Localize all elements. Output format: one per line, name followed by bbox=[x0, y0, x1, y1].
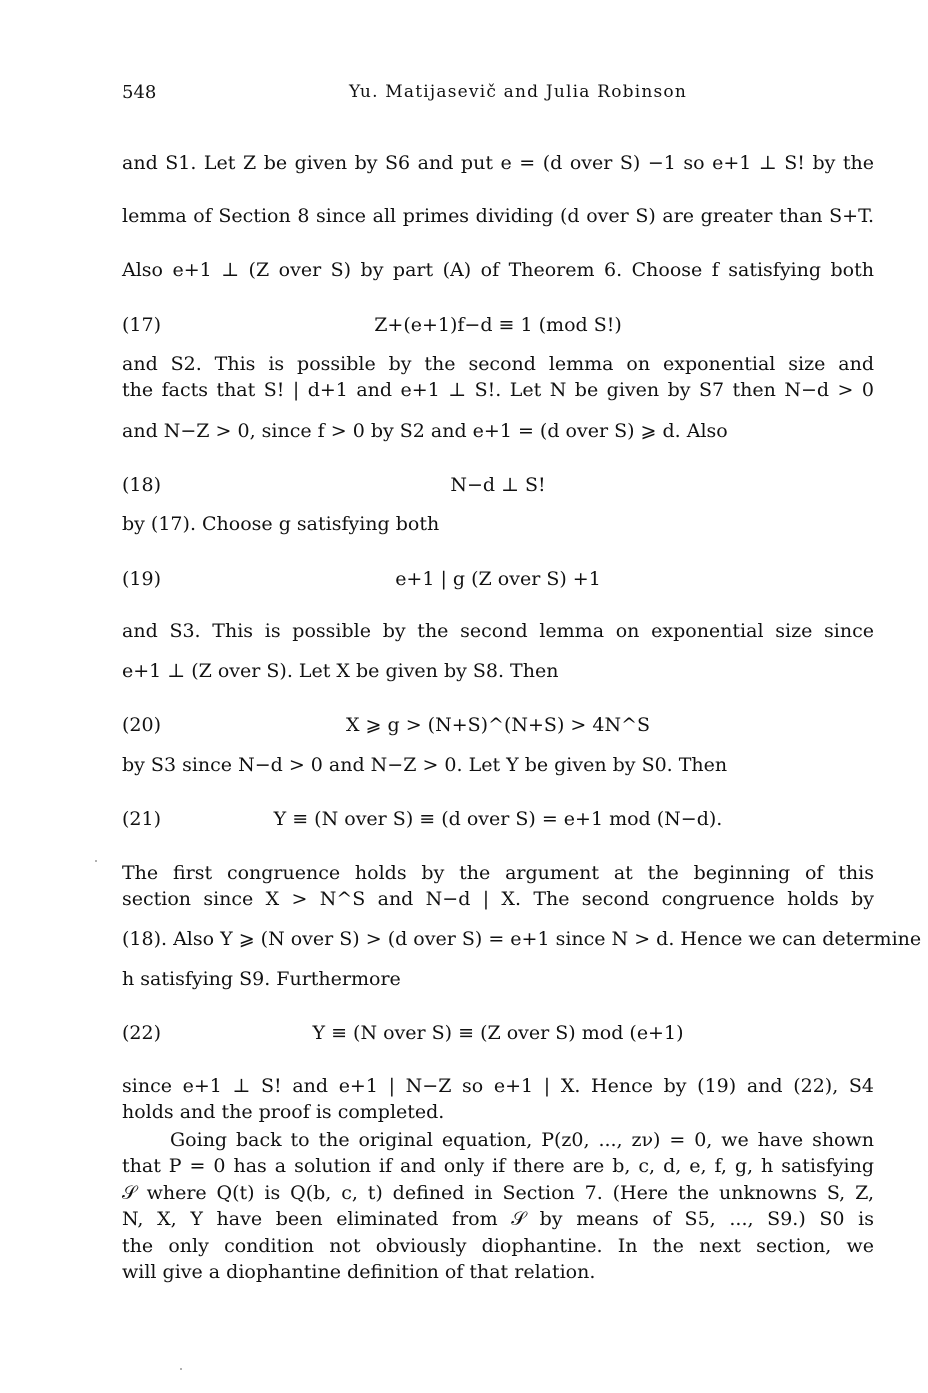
page-number: 548 bbox=[122, 82, 157, 103]
text-line: N, X, Y have been eliminated from 𝒮 by means of S5, ..., S9.) S0 is bbox=[122, 1208, 874, 1230]
equation-19 bbox=[122, 560, 874, 600]
text-line: 𝒮 where Q(t) is Q(b, c, t) defined in Section 7. (Here the unknowns S, Z, bbox=[122, 1182, 874, 1204]
text-line: and S2. This is possible by the second lemma on exponential size and bbox=[122, 353, 874, 375]
equation-number: (18) bbox=[122, 474, 162, 496]
equation-18 bbox=[122, 466, 874, 506]
text-line: holds and the proof is completed. bbox=[122, 1101, 445, 1123]
text-line: the facts that S! | d+1 and e+1 ⊥ S!. Let N be given by S7 then N−d > 0 bbox=[122, 379, 874, 401]
text-line: h satisfying S9. Furthermore bbox=[122, 968, 401, 990]
equation-body: N−d ⊥ S! bbox=[450, 474, 546, 496]
text-line: that P = 0 has a solution if and only if there are b, c, d, e, f, g, h satisfying bbox=[122, 1155, 874, 1177]
equation-21 bbox=[122, 800, 874, 840]
text-line: since e+1 ⊥ S! and e+1 | N−Z so e+1 | X. Hence by (19) and (22), S4 bbox=[122, 1075, 874, 1097]
equation-number: (17) bbox=[122, 314, 162, 336]
text-line: Also e+1 ⊥ (Z over S) by part (A) of Theorem 6. Choose f satisfying both bbox=[122, 259, 874, 281]
running-title: Yu. Matijasevič and Julia Robinson bbox=[348, 82, 688, 102]
scan-speck bbox=[95, 860, 97, 862]
text-line: will give a diophantine definition of that relation. bbox=[122, 1261, 596, 1283]
text-line: Going back to the original equation, P(z0, ..., zν) = 0, we have shown bbox=[170, 1129, 874, 1151]
equation-body: X ⩾ g > (N+S)^(N+S) > 4N^S bbox=[345, 714, 651, 736]
equation-22 bbox=[122, 1014, 874, 1054]
equation-number: (20) bbox=[122, 714, 162, 736]
text-line: section since X > N^S and N−d | X. The second congruence holds by bbox=[122, 888, 874, 910]
text-line: e+1 ⊥ (Z over S). Let X be given by S8. Then bbox=[122, 660, 559, 682]
equation-number: (22) bbox=[122, 1022, 162, 1044]
equation-body: Z+(e+1)f−d ≡ 1 (mod S!) bbox=[374, 314, 622, 336]
equation-number: (21) bbox=[122, 808, 162, 830]
equation-body: e+1 | g (Z over S) +1 bbox=[395, 568, 601, 590]
equation-number: (19) bbox=[122, 568, 162, 590]
text-line: the only condition not obviously diophantine. In the next section, we bbox=[122, 1235, 874, 1257]
text-line: by S3 since N−d > 0 and N−Z > 0. Let Y be given by S0. Then bbox=[122, 754, 728, 776]
page-header bbox=[122, 82, 874, 108]
scan-speck bbox=[180, 1368, 182, 1370]
text-line: The first congruence holds by the argument at the beginning of this bbox=[122, 862, 874, 884]
equation-body: Y ≡ (N over S) ≡ (Z over S) mod (e+1) bbox=[312, 1022, 684, 1044]
equation-body: Y ≡ (N over S) ≡ (d over S) = e+1 mod (N−d). bbox=[273, 808, 723, 830]
text-line: (18). Also Y ⩾ (N over S) > (d over S) = e+1 since N > d. Hence we can determine bbox=[122, 928, 922, 950]
text-line: and N−Z > 0, since f > 0 by S2 and e+1 = (d over S) ⩾ d. Also bbox=[122, 420, 728, 442]
equation-20 bbox=[122, 706, 874, 746]
text-line: and S3. This is possible by the second lemma on exponential size since bbox=[122, 620, 874, 642]
text-line: by (17). Choose g satisfying both bbox=[122, 513, 440, 535]
text-line: and S1. Let Z be given by S6 and put e = (d over S) −1 so e+1 ⊥ S! by the bbox=[122, 152, 874, 174]
text-line: lemma of Section 8 since all primes dividing (d over S) are greater than S+T. bbox=[122, 205, 874, 227]
equation-17 bbox=[122, 306, 874, 346]
